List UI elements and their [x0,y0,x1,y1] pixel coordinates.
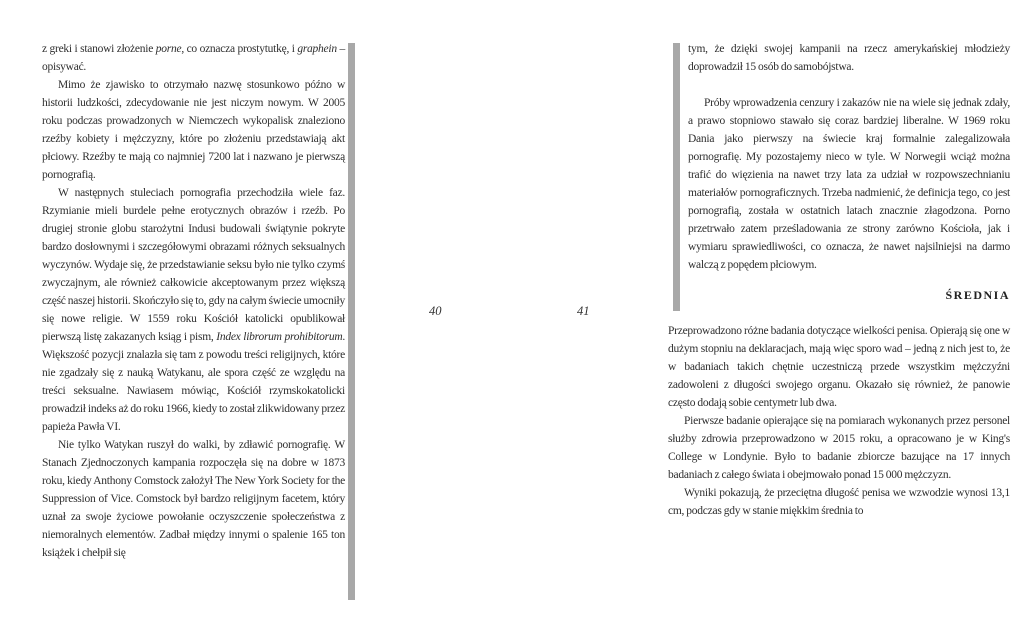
paragraph [668,412,1010,484]
paragraph-spacer [668,76,1010,94]
text-run: tym, że dzięki swojej kampanii na rzecz amerykańskiej młodzieży doprowadził 15 osób do samobójstwa. [688,43,1010,73]
text-run: Nie tylko Watykan ruszył do walki, by zdławić pornografię. W Stanach Zjednoczonych kampania rozpoczęła się na dobre w 1873 roku, kiedy Anthony Comstock założył The New York Society for the Suppression of Vice. Comstock był bardzo religijnym facetem, który uznał za swoje życiowe powołanie oczyszczenie społeczeństwa z niemoralnych elementów. Zadbał między innymi o spalenie 165 ton książek i chełpił się [42,439,345,559]
text-run: . Większość pozycji znalazła się tam z powodu treści religijnych, które nie zgadzały się z nauką Watykanu, ale spora część ze względu na treści seksualne. Nawiasem mówiąc, Kościół rzymskokatolicki prowadził indeks aż do roku 1966, kiedy to został zlikwidowany przez papieża Pawła VI. [42,331,346,433]
text-run: Pierwsze badanie opierające się na pomiarach wykonanych przez personel służby zdrowia przeprowadzono w 2015 roku, a opracowano je w King's College w Londynie. Było to badanie zbiorcze bazujące na 17 innych badaniach z całego świata i obejmowało ponad 15 000 mężczyzn. [668,415,1010,481]
page-number-right: 41 [577,304,590,318]
text-run: Mimo że zjawisko to otrzymało nazwę stosunkowo późno w historii ludzkości, zdecydowanie nie jest niczym nowym. W 2005 roku podczas prowadzonych w Niemczech wykopalisk znaleziono rzeźby kobiety i mężczyzny, które po złożeniu przedstawiają akt płciowy. Rzeźby te mają co najmniej 7200 lat i nazwano je pierwszą pornografią. [42,79,345,181]
italic-text-run: graphein [297,43,337,55]
paragraph [668,484,1010,520]
page-left-text-column [42,40,345,562]
text-run: Przeprowadzono różne badania dotyczące wielkości penisa. Opierają się one w dużym stopniu na deklaracjach, mają więc sporo wad – jedną z nich jest to, że w badaniach takich chętnie uczestniczą przede wszystkim mężczyźni zadowoleni z długości swojego organu. Okazało się również, że panowie często dodają sobie centymetr lub dwa. [668,325,1010,409]
text-run: Próby wprowadzenia cenzury i zakazów nie na wiele się jednak zdały, a prawo stopniowo stawało się coraz bardziej liberalne. W 1969 roku Dania jako pierwszy na świecie kraj formalnie zalegalizowała pornografię. My pozostajemy nieco w tyle. W Norwegii wciąż można trafić do więzienia na nawet trzy lata za udział w rozpowszechnianiu materiałów pornograficznych. Trzeba nadmienić, że definicja tego, co jest pornografią, została w ostatnich latach znacznie złagodzona. Porno przetrwało zatem prześladowania ze strony zarówno Kościoła, jak i wymiaru sprawiedliwości, co oznacza, że nawet najsilniejsi na darmo walczą z popędem płciowym. [688,97,1010,271]
text-run: W następnych stuleciach pornografia przechodziła wiele faz. Rzymianie mieli burdele pełne erotycznych obrazów i rzeźb. Po drugiej stronie globu starożytni Indusi budowali świątynie pokryte bardzo dosłownymi i szczegółowymi obrazami różnych seksualnych wyczynów. Wydaje się, że przedstawianie seksu było nie tylko czymś zwyczajnym, ale również całkowicie akceptowanym przez większą część naszej historii. Skończyło się to, gdy na całym świecie umocniły się nowe religie. W 1559 roku Kościół katolicki opublikował pierwszą listę zakazanych ksiąg i pism, [42,187,345,343]
paragraph [42,40,345,76]
page-number-left: 40 [429,304,442,318]
paragraph [668,40,1010,76]
paragraph [42,184,345,436]
paragraph [42,436,345,562]
paragraph [668,322,1010,412]
section-heading: ŚREDNIA [945,288,1010,302]
text-run: Wyniki pokazują, że przeciętna długość penisa we wzwodzie wynosi 13,1 cm, podczas gdy w stanie miękkim średnia to [668,487,1010,517]
text-run: , co oznacza prostytutkę, i [181,43,298,55]
italic-text-run: Index librorum prohibitorum [216,331,343,343]
paragraph [42,76,345,184]
italic-text-run: porne [155,43,182,55]
quote-marker-bar-left [348,43,355,600]
page-right-text-column [668,40,1010,520]
paragraph [668,94,1010,274]
text-run: z greki i stanowi złożenie [42,43,156,55]
text-run: – opisywać. [42,43,345,73]
